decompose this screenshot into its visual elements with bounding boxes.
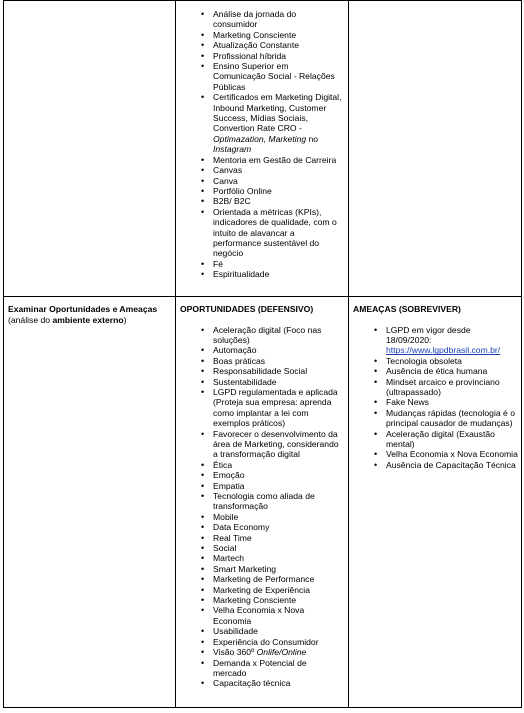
- list-item: • Sustentabilidade: [213, 377, 342, 387]
- table-cell-opportunities: [176, 297, 349, 708]
- list-item: • Social: [213, 543, 342, 553]
- list-item: • Marketing Consciente: [213, 595, 342, 605]
- list-item: • Mobile: [213, 512, 342, 522]
- threats-list: [349, 315, 521, 471]
- row-subtitle-suffix: ): [123, 314, 127, 325]
- list-item: • Marketing Consciente: [213, 30, 342, 40]
- list-item: • Orientada a métricas (KPIs), indicadores de qualidade, com o intuito de alavancar a performance sustentável do negócio: [213, 207, 342, 259]
- list-item: • Capacitação técnica: [213, 678, 342, 688]
- lgpd-link[interactable]: https://www.lgpdbrasil.com.br/: [386, 345, 501, 356]
- list-item: • Velha Economia x Nova Economia: [213, 605, 342, 626]
- row-subtitle-bold: ambiente externo: [52, 314, 124, 325]
- swot-table: [3, 0, 522, 708]
- list-item: • Ausência de ética humana: [386, 366, 518, 376]
- list-item: • Ensino Superior em Comunicação Social - Relações Públicas: [213, 61, 342, 92]
- opportunities-heading: OPORTUNIDADES (DEFENSIVO): [180, 304, 314, 314]
- list-item: • Real Time: [213, 533, 342, 543]
- list-item: • Profissional híbrida: [213, 51, 342, 61]
- certificates-text: Certificados em Marketing Digital, Inbound Marketing, Customer Success, Mídias Sociais, Convertion Rate CRO -: [213, 92, 342, 134]
- list-item: • Fé: [213, 259, 342, 269]
- list-item: • Tecnologia obsoleta: [386, 356, 518, 366]
- list-item: • Experiência do Consumidor: [213, 637, 342, 647]
- row-subtitle-prefix: (análise do: [8, 314, 53, 325]
- visao-italic: Onlife/Online: [256, 647, 307, 658]
- certificates-italic-2: Instagram: [213, 144, 252, 155]
- list-item: • LGPD regulamentada e aplicada (Proteja sua empresa: aprenda como implantar a lei com exemplos práticos): [213, 387, 342, 429]
- list-item: • Empatia: [213, 481, 342, 491]
- list-item: • Fake News: [386, 397, 518, 407]
- list-item: • Aceleração digital (Exaustão mental): [386, 429, 518, 450]
- list-item: • Mindset arcaico e provinciano (ultrapassado): [386, 377, 518, 398]
- table-cell-threats: [349, 297, 522, 708]
- list-item: • Ausência de Capacitação Técnica: [386, 460, 518, 470]
- strengths-list: [176, 1, 348, 280]
- certificates-mid: no: [306, 133, 319, 144]
- list-item: • Portfólio Online: [213, 186, 342, 196]
- list-item: • Espiritualidade: [213, 269, 342, 279]
- list-item-visao: [213, 647, 342, 657]
- list-item: • Martech: [213, 553, 342, 563]
- list-item-certificates: [213, 92, 342, 154]
- list-item: • Automação: [213, 345, 342, 355]
- table-row: [4, 1, 522, 297]
- list-item: • Tecnologia como aliada de transformação: [213, 491, 342, 512]
- list-item: • Smart Marketing: [213, 564, 342, 574]
- list-item: • Canva: [213, 176, 342, 186]
- list-item: • Data Economy: [213, 522, 342, 532]
- list-item: • Mentoria em Gestão de Carreira: [213, 155, 342, 165]
- list-item: • B2B/ B2C: [213, 196, 342, 206]
- table-cell-empty: [349, 1, 522, 297]
- list-item: • Marketing de Performance: [213, 574, 342, 584]
- list-item: • Canvas: [213, 165, 342, 175]
- list-item: • Usabilidade: [213, 626, 342, 636]
- list-item-lgpd: [386, 325, 518, 356]
- list-item: • Marketing de Experiência: [213, 585, 342, 595]
- list-item: • Demanda x Potencial de mercado: [213, 658, 342, 679]
- list-item: • Mudanças rápidas (tecnologia é o principal causador de mudanças): [386, 408, 518, 429]
- threats-heading: AMEAÇAS (SOBREVIVER): [353, 304, 461, 314]
- list-item: • Análise da jornada do consumidor: [213, 9, 342, 30]
- lgpd-text: LGPD em vigor desde 18/09/2020:: [386, 324, 471, 345]
- list-item: • Atualização Constante: [213, 40, 342, 50]
- row-title: Examinar Oportunidades e Ameaças: [8, 304, 158, 314]
- list-item: • Velha Economia x Nova Economia: [386, 449, 518, 459]
- visao-prefix: Visão 360º: [213, 647, 257, 658]
- list-item: • Favorecer o desenvolvimento da área de Marketing, considerando a transformação digital: [213, 429, 342, 460]
- list-item: • Aceleração digital (Foco nas soluções): [213, 325, 342, 346]
- table-cell-empty: [4, 1, 176, 297]
- list-item: • Responsabilidade Social: [213, 366, 342, 376]
- list-item: • Ética: [213, 460, 342, 470]
- certificates-italic-1: Optimazation, Marketing: [213, 133, 307, 144]
- list-item: • Boas práticas: [213, 356, 342, 366]
- opportunities-list: [176, 315, 348, 689]
- list-item: • Emoção: [213, 470, 342, 480]
- table-cell-examine: [4, 297, 176, 708]
- table-cell-strengths-continued: [176, 1, 349, 297]
- row-subtitle: [8, 315, 175, 326]
- table-row: [4, 297, 522, 708]
